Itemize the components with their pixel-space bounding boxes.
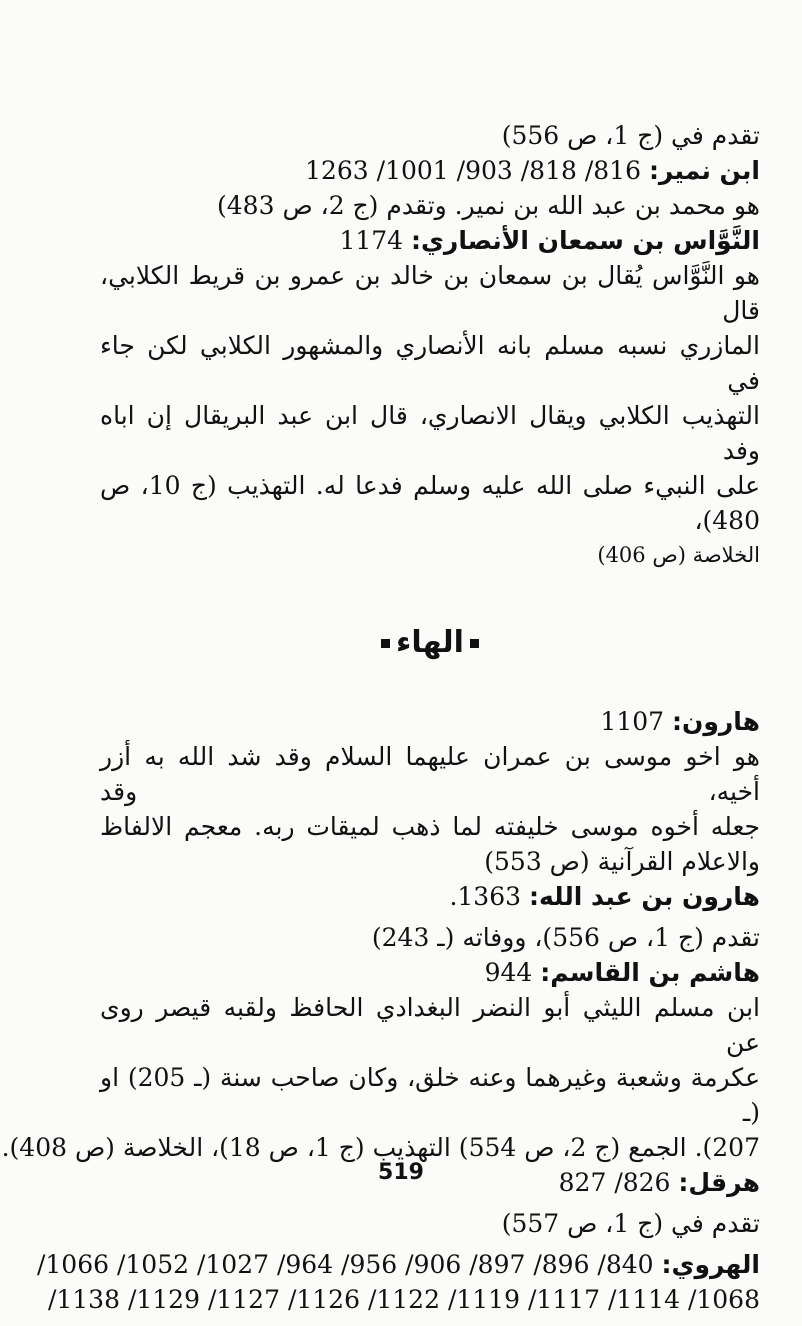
page-number: 519 xyxy=(378,1160,424,1185)
entry-heading: هارون بن عبد الله: xyxy=(528,882,760,911)
text-line: تقدم في (ج 1، ص 556) xyxy=(501,121,760,150)
entry-ibn-numayr xyxy=(100,153,760,188)
entry-references: 1068/ 1114/ 1117/ 1119/ 1122/ 1126/ 1127/ 1129/ 1138/ xyxy=(47,1285,760,1314)
entry-references: 1107 xyxy=(600,707,665,736)
entry-harun-ibn-abdullah xyxy=(100,879,760,914)
paragraph-harun xyxy=(100,739,760,879)
paragraph-line: الخلاصة (ص 406) xyxy=(597,543,760,567)
paragraph-line: 207). الجمع (ج 2، ص 554) التهذيب (ج 1، ص 18)، الخلاصة (ص 408). xyxy=(1,1133,760,1162)
paragraph-line: هو اخو موسى بن عمران عليهما السلام وقد شد الله به أزر أخيه، وقد xyxy=(100,742,760,806)
entry-heading: ابن نمير: xyxy=(648,156,760,185)
paragraph-nawwas xyxy=(100,258,760,573)
square-ornament-icon xyxy=(381,639,390,648)
paragraph-line: التهذيب الكلابي ويقال الانصاري، قال ابن عبد البريقال إن اباه وفد xyxy=(100,401,760,465)
paragraph-line: هو النَّوَّاس يُقال بن سمعان بن خالد بن عمرو بن قريط الكلابي، قال xyxy=(100,261,760,325)
paragraph-line: ابن مسلم الليثي أبو النضر البغدادي الحافظ ولقبه قيصر روى عن xyxy=(100,993,760,1057)
paragraph-line: المازري نسبه مسلم بانه الأنصاري والمشهور الكلابي لكن جاء في xyxy=(100,331,760,395)
entry-hashim xyxy=(100,955,760,990)
paragraph-line: على النبيء صلى الله عليه وسلم فدعا له. التهذيب (ج 10، ص 480)، xyxy=(100,471,760,535)
paragraph-line: جعله أخوه موسى خليفته لما ذهب لميقات ربه. معجم الالفاظ xyxy=(100,812,760,841)
entry-references: 816/ 818/ 903/ 1001/ 1263 xyxy=(305,156,641,185)
section-title-text: الهاء xyxy=(396,625,464,660)
entry-references: 826/ 827 xyxy=(558,1168,671,1197)
entry-heading: هاشم بن القاسم: xyxy=(540,958,760,987)
entry-references: 944 xyxy=(484,958,533,987)
text-line: تقدم في (ج 1، ص 557) xyxy=(501,1209,760,1238)
entry-harawi xyxy=(36,1247,760,1282)
entry-references: 1174 xyxy=(339,226,404,255)
square-ornament-icon xyxy=(470,639,479,648)
page-body xyxy=(1,118,760,1317)
entry-harun xyxy=(100,704,760,739)
paragraph-hashim xyxy=(1,990,760,1165)
entry-heading: هارون: xyxy=(672,707,760,736)
entry-references: 1363. xyxy=(449,882,522,911)
entry-heading: النَّوَّاس بن سمعان الأنصاري: xyxy=(411,226,760,255)
paragraph-line: والاعلام القرآنية (ص 553) xyxy=(484,847,760,876)
paragraph-line: عكرمة وشعبة وغيرهما وعنه خلق، وكان صاحب سنة (ـ 205) او (ـ xyxy=(100,1063,760,1127)
entry-heading: الهروي: xyxy=(661,1250,760,1279)
section-title xyxy=(100,625,760,660)
entry-nawwas xyxy=(100,223,760,258)
text-line: تقدم (ج 1، ص 556)، ووفاته (ـ 243) xyxy=(371,923,760,952)
entry-heading: هرقل: xyxy=(678,1168,760,1197)
entry-references: 840/ 896/ 897/ 906/ 956/ 964/ 1027/ 1052/ 1066/ xyxy=(36,1250,654,1279)
text-line: هو محمد بن عبد الله بن نمير. وتقدم (ج 2، ص 483) xyxy=(217,191,760,220)
